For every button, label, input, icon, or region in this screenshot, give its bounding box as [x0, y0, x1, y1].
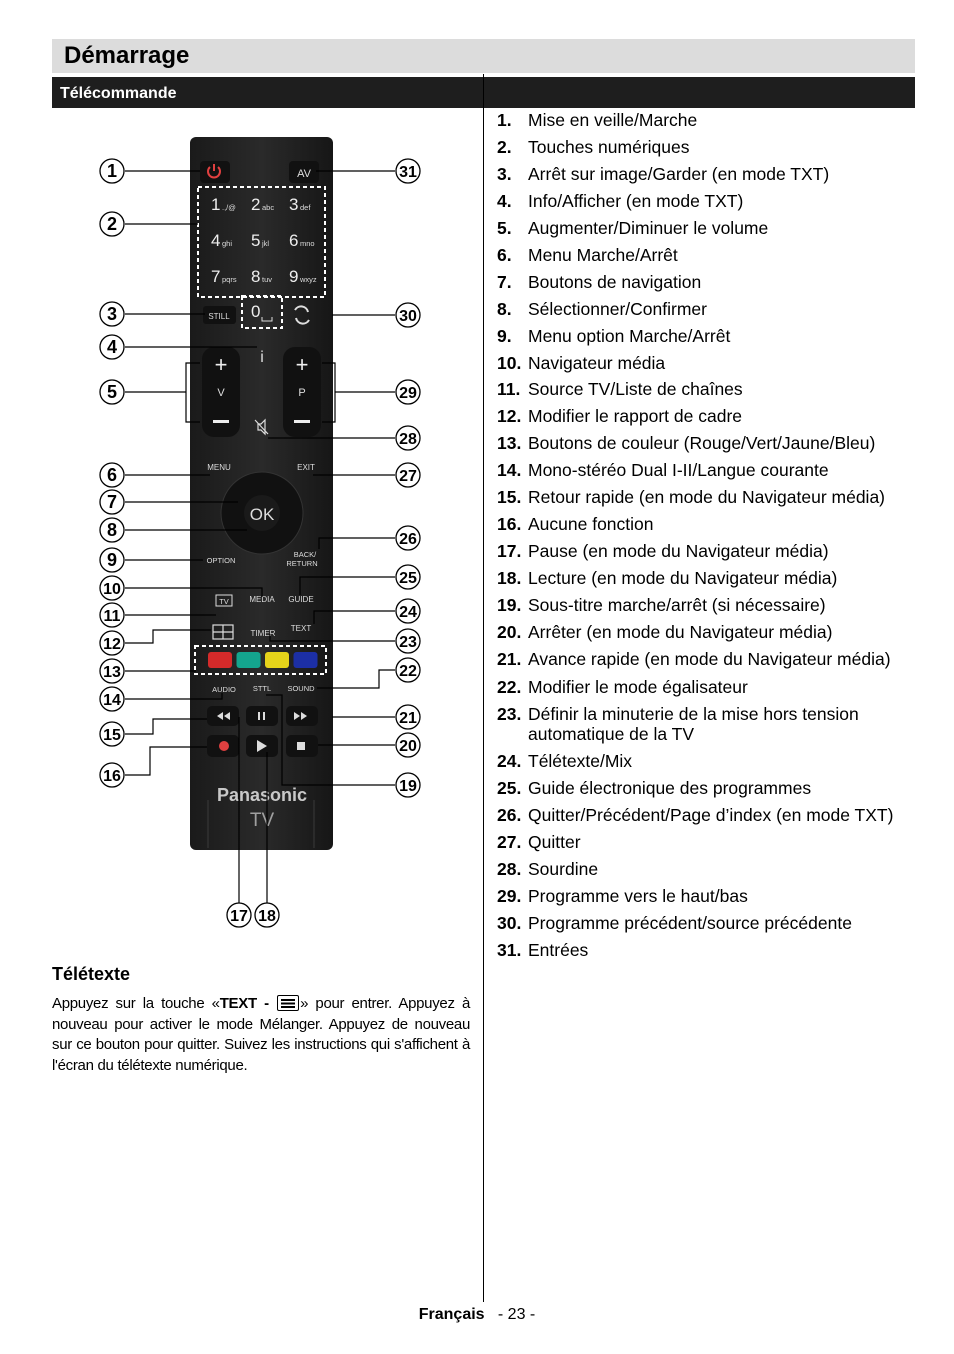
media-label: MEDIA: [249, 595, 275, 604]
legend-text: Guide électronique des programmes: [528, 778, 812, 798]
legend-number: 27.: [497, 832, 522, 852]
sttl-label: STTL: [252, 684, 272, 693]
page-title: Démarrage: [64, 42, 190, 69]
stop-icon: [297, 742, 305, 750]
legend-text: Augmenter/Diminuer le volume: [528, 218, 769, 238]
legend-number: 8.: [497, 299, 512, 319]
callout-number: 17: [230, 908, 248, 925]
legend-text: Touches numériques: [528, 137, 690, 157]
remote-illustration: [0, 0, 484, 940]
exit-label: EXIT: [297, 463, 315, 472]
key-letters: pqrs: [222, 275, 237, 284]
tv-label: TV: [219, 597, 229, 606]
teletext-icon: [277, 995, 299, 1011]
legend-number: 17.: [497, 541, 522, 561]
legend-number: 7.: [497, 272, 512, 292]
legend-number: 9.: [497, 326, 512, 346]
legend-number: 29.: [497, 886, 522, 906]
key-digit: 4: [211, 231, 221, 250]
callout-number: 21: [399, 710, 417, 727]
return-label: RETURN: [286, 559, 318, 568]
legend-text: Quitter: [528, 832, 581, 852]
legend-text: Retour rapide (en mode du Navigateur média): [528, 487, 885, 507]
legend-number: 13.: [497, 433, 522, 453]
teletext-text-1: Appuyez sur la touche «: [52, 995, 220, 1012]
footer-language: Français: [418, 1306, 485, 1323]
legend-number: 6.: [497, 245, 512, 265]
legend-number: 24.: [497, 751, 522, 771]
callout-number: 25: [399, 570, 417, 587]
legend-number: 3.: [497, 164, 512, 184]
svg-text:+: +: [214, 352, 228, 377]
callout-number: 18: [258, 908, 276, 925]
legend-number: 2.: [497, 137, 512, 157]
legend-number: 15.: [497, 487, 522, 507]
callout-number: 22: [399, 663, 417, 680]
key-digit: 9: [289, 267, 299, 286]
legend-text: Modifier le mode égalisateur: [528, 677, 748, 697]
option-label: OPTION: [206, 556, 236, 565]
volume-label: V: [217, 387, 225, 399]
legend-number: 5.: [497, 218, 512, 238]
legend-number: 1.: [497, 110, 512, 130]
legend-text: Source TV/Liste de chaînes: [528, 379, 743, 399]
key-letters: ghi: [222, 239, 233, 248]
callout-number: 29: [399, 385, 417, 402]
teletext-title: Télétexte: [52, 964, 131, 984]
key-digit: 8: [251, 267, 261, 286]
callout-number: 11: [103, 608, 121, 625]
legend-number: 26.: [497, 805, 522, 825]
legend-text: Arrêt sur image/Garder (en mode TXT): [528, 164, 830, 184]
legend-text: Entrées: [528, 940, 589, 960]
legend-text: Programme précédent/source précédente: [528, 913, 852, 933]
callout-number: 6: [106, 465, 118, 485]
legend-text: Sélectionner/Confirmer: [528, 299, 707, 319]
callout-number: 16: [103, 768, 121, 785]
brand-logo: Panasonic: [216, 785, 308, 805]
legend-text: Boutons de couleur (Rouge/Vert/Jaune/Bleu): [528, 433, 876, 453]
callout-number: 12: [103, 636, 121, 653]
back-label: BACK/: [293, 550, 317, 559]
color-button: [208, 652, 232, 668]
callout-number: 2: [106, 214, 118, 234]
text-label: TEXT: [290, 624, 312, 633]
legend-number: 12.: [497, 406, 522, 426]
legend-number: 21.: [497, 649, 522, 669]
section-title: Télécommande: [60, 85, 177, 102]
timer-label: TIMER: [250, 629, 276, 638]
legend-text: Aucune fonction: [528, 514, 654, 534]
callout-number: 9: [106, 550, 118, 570]
ok-label: OK: [249, 505, 275, 524]
legend-number: 4.: [497, 191, 512, 211]
callout-number: 5: [106, 382, 118, 402]
key-digit: 7: [211, 267, 221, 286]
record-icon: [219, 741, 229, 751]
program-label: P: [298, 387, 306, 399]
menu-label: MENU: [207, 463, 231, 472]
legend-number: 14.: [497, 460, 522, 480]
legend-text: Télétexte/Mix: [528, 751, 633, 771]
brand-sub: TV: [249, 810, 275, 831]
legend-text: Navigateur média: [528, 353, 666, 373]
legend-text: Info/Afficher (en mode TXT): [528, 191, 744, 211]
legend-text: Sourdine: [528, 859, 599, 879]
teletext-text-2: » pour entrer. Appuyez à nouveau pour activer le mode Mélanger. Appuyez de nouveau sur ce bouton pour quitter. Suivez les instructions qui s'affichent à l'écran du télétexte numérique.: [52, 995, 470, 1075]
callout-number: 26: [399, 531, 417, 548]
callout-number: 27: [399, 468, 417, 485]
legend-number: 25.: [497, 778, 522, 798]
callout-number: 28: [399, 431, 417, 448]
color-button: [265, 652, 289, 668]
key-letters: tuv: [262, 275, 273, 284]
callout-number: 24: [399, 604, 417, 621]
legend-number: 10.: [497, 353, 522, 373]
legend-number: 23.: [497, 704, 522, 724]
legend-text: Définir la minuterie de la mise hors tension automatique de la TV: [528, 704, 859, 744]
key-letters: abc: [262, 203, 275, 212]
sound-label: SOUND: [287, 684, 315, 693]
key-digit: 2: [251, 195, 261, 214]
legend-text: Boutons de navigation: [528, 272, 702, 292]
callout-number: 20: [399, 738, 417, 755]
svg-text:i: i: [260, 349, 264, 366]
callout-number: 7: [106, 492, 118, 512]
legend-text: Mise en veille/Marche: [528, 110, 698, 130]
svg-text:+: +: [295, 352, 309, 377]
callout-number: 8: [106, 520, 118, 540]
callout-number: 31: [399, 164, 417, 181]
legend-number: 20.: [497, 622, 522, 642]
key-digit: 3: [289, 195, 299, 214]
legend-text: Mono-stéréo Dual I-II/Langue courante: [528, 460, 829, 480]
still-label: STILL: [208, 312, 230, 321]
legend-text: Arrêter (en mode du Navigateur média): [528, 622, 833, 642]
audio-label: AUDIO: [212, 685, 236, 694]
key-digit: 1: [211, 195, 221, 214]
legend-text: Quitter/Précédent/Page d’index (en mode TXT): [528, 805, 894, 825]
legend-number: 31.: [497, 940, 522, 960]
callout-number: 23: [399, 634, 417, 651]
legend-text: Avance rapide (en mode du Navigateur média): [528, 649, 891, 669]
key-digit: 5: [251, 231, 261, 250]
legend-number: 19.: [497, 595, 522, 615]
key-letters: .,/@: [222, 203, 236, 212]
legend-text: Modifier le rapport de cadre: [528, 406, 742, 426]
legend-text: Lecture (en mode du Navigateur média): [528, 568, 838, 588]
legend-text: Menu option Marche/Arrêt: [528, 326, 731, 346]
callout-number: 13: [103, 664, 121, 681]
av-label: AV: [297, 168, 311, 180]
legend-number: 11.: [497, 379, 521, 399]
teletext-key: TEXT -: [219, 995, 269, 1012]
legend-number: 16.: [497, 514, 522, 534]
legend-number: 18.: [497, 568, 522, 588]
key-letters: mno: [300, 239, 315, 248]
legend-text: Pause (en mode du Navigateur média): [528, 541, 829, 561]
guide-label: GUIDE: [288, 595, 314, 604]
color-button: [237, 652, 261, 668]
page-number: - 23 -: [497, 1306, 536, 1323]
callout-number: 1: [106, 161, 118, 181]
callout-number: 10: [103, 581, 121, 598]
legend-text: Programme vers le haut/bas: [528, 886, 748, 906]
key-letters: def: [300, 203, 311, 212]
legend-number: 30.: [497, 913, 522, 933]
key-digit: 0: [251, 302, 261, 321]
callout-number: 4: [106, 337, 118, 357]
callout-number: 19: [399, 778, 417, 795]
callout-number: 30: [399, 308, 417, 325]
color-button: [294, 652, 318, 668]
legend-number: 28.: [497, 859, 522, 879]
key-letters: jkl: [262, 239, 270, 248]
key-digit: 6: [289, 231, 299, 250]
legend-number: 22.: [497, 677, 522, 697]
callout-number: 14: [103, 692, 121, 709]
legend-text: Menu Marche/Arrêt: [528, 245, 678, 265]
legend-text: Sous-titre marche/arrêt (si nécessaire): [528, 595, 826, 615]
teletext-body: [52, 994, 470, 1077]
key-letters: wxyz: [300, 275, 317, 284]
page-footer: [0, 1306, 954, 1324]
callout-number: 3: [106, 304, 118, 324]
callout-number: 15: [103, 727, 121, 744]
